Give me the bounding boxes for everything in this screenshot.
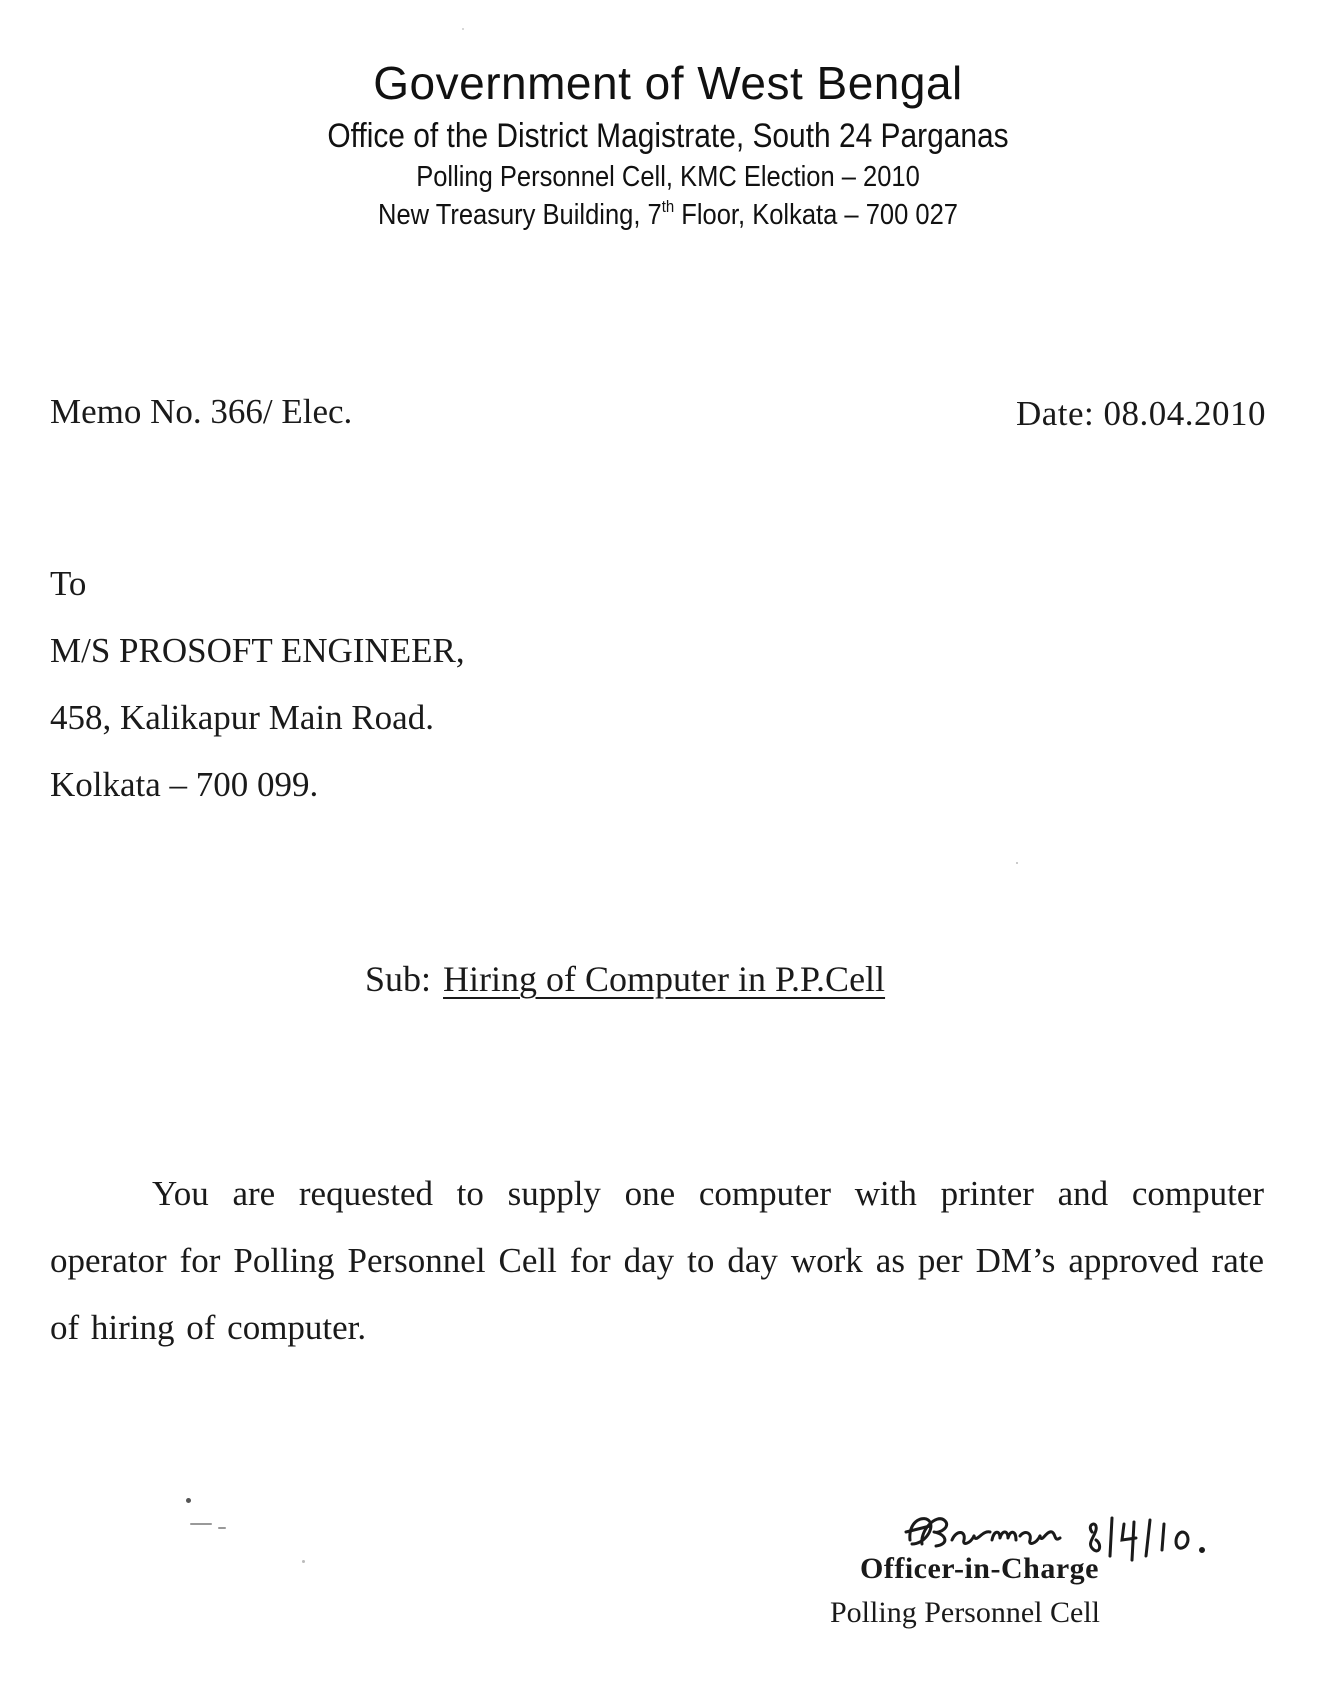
subject-text: Hiring of Computer in P.P.Cell [443, 959, 886, 999]
address-superscript: th [661, 197, 675, 216]
letterhead-office: Office of the District Magistrate, South 24 Parganas [327, 117, 1009, 155]
recipient-city: Kolkata – 700 099. [50, 765, 319, 804]
subject-label: Sub: [365, 959, 432, 999]
memo-number: Memo No. 366/ Elec. [50, 392, 353, 431]
signatory-department: Polling Personnel Cell [830, 1596, 1100, 1629]
address-suffix: Floor, Kolkata – 700 027 [674, 199, 958, 231]
letterhead-cell: Polling Personnel Cell, KMC Election – 2010 [416, 161, 920, 193]
letterhead [0, 52, 1336, 234]
scan-speck [302, 1560, 305, 1563]
scan-speck [1016, 862, 1018, 864]
scan-speck [462, 28, 464, 30]
subject-line [365, 958, 885, 1000]
body-paragraph: You are requested to supply one computer with printer and computer operator for Polling Personnel Cell for day to day work as per DM’s approved rate of hiring of computer. [50, 1174, 1264, 1347]
signatory-title: Officer-in-Charge [860, 1552, 1099, 1585]
memo-date: Date: 08.04.2010 [1015, 394, 1266, 433]
address-prefix: New Treasury Building, 7 [378, 199, 662, 231]
signature-block [820, 1500, 1240, 1640]
recipient-to: To [50, 564, 87, 603]
letterhead-government: Government of West Bengal [373, 57, 963, 109]
recipient-street: 458, Kalikapur Main Road. [50, 698, 434, 737]
letterhead-address [80, 196, 1256, 234]
recipient-name: M/S PROSOFT ENGINEER, [50, 631, 465, 670]
scan-speck [186, 1498, 191, 1503]
scan-speck [218, 1527, 226, 1529]
scan-speck [190, 1523, 212, 1525]
recipient-block [50, 550, 465, 818]
